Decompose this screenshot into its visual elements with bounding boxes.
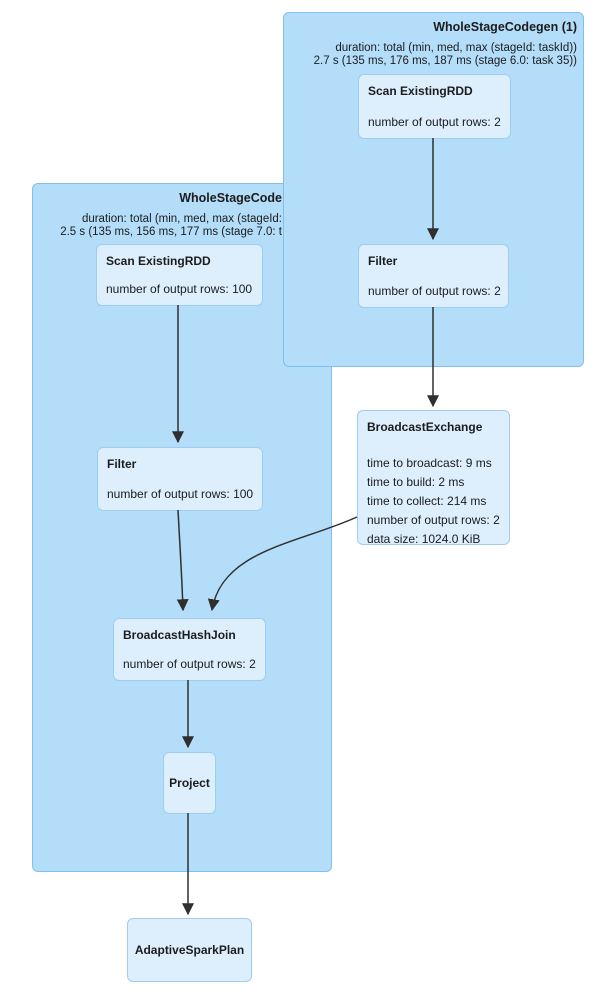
node-metric: number of output rows: 2 [368, 284, 501, 298]
node-title: BroadcastExchange [367, 420, 483, 434]
node-title: BroadcastHashJoin [123, 628, 236, 642]
duration-value: 2.5 s (135 ms, 156 ms, 177 ms (stage 7.0: t [60, 225, 282, 238]
node-metrics [367, 454, 500, 549]
node-metric: time to build: 2 ms [367, 475, 465, 489]
node-title: Project [169, 776, 210, 790]
cluster-duration [33, 213, 282, 238]
duration-label: duration: total (min, med, max (stageId: [81, 213, 282, 225]
node-broadcasthashjoin[interactable] [113, 618, 266, 681]
cluster-duration [284, 42, 577, 67]
cluster-wholestagecodegen-1 [283, 12, 584, 367]
node-metric: time to collect: 214 ms [367, 494, 487, 508]
node-filter-1[interactable] [358, 244, 509, 308]
duration-value: 2.7 s (135 ms, 176 ms, 187 ms (stage 6.0: task 35)) [313, 54, 577, 67]
node-metric: number of output rows: 2 [368, 115, 501, 129]
node-scan-existingrdd-1[interactable] [358, 74, 511, 139]
node-metric: number of output rows: 100 [107, 487, 254, 501]
cluster-title: WholeStageCode [179, 191, 282, 205]
node-adaptivesparkplan[interactable] [127, 918, 252, 982]
cluster-header [33, 191, 282, 238]
node-title: AdaptiveSparkPlan [134, 943, 245, 957]
node-metric: time to broadcast: 9 ms [367, 456, 492, 470]
node-broadcastexchange[interactable] [357, 410, 510, 545]
node-metric: data size: 1024.0 KiB [367, 532, 481, 546]
cluster-header [284, 20, 577, 67]
node-title: Scan ExistingRDD [368, 84, 473, 98]
node-title: Scan ExistingRDD [106, 254, 211, 268]
node-title: Filter [368, 254, 398, 268]
node-metric: number of output rows: 2 [123, 657, 256, 671]
node-metric: number of output rows: 100 [106, 282, 253, 296]
duration-label: duration: total (min, med, max (stageId: taskId)) [335, 42, 577, 54]
node-scan-existingrdd-2[interactable] [96, 244, 263, 306]
node-title: Filter [107, 457, 137, 471]
node-filter-2[interactable] [97, 447, 263, 511]
node-project[interactable] [163, 752, 216, 814]
node-metric: number of output rows: 2 [367, 513, 500, 527]
cluster-title: WholeStageCodegen (1) [433, 20, 577, 34]
